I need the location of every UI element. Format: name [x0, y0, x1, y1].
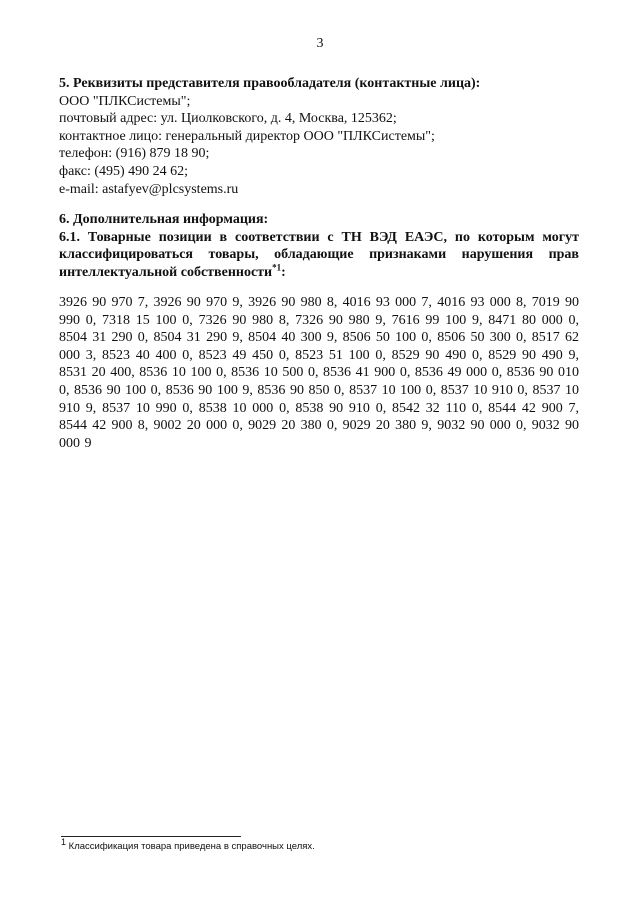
- footnote-divider: [61, 836, 241, 837]
- section-6-1-colon: :: [281, 264, 286, 280]
- phone: телефон: (916) 879 18 90;: [59, 146, 210, 162]
- tnved-code-list: 3926 90 970 7, 3926 90 970 9, 3926 90 980 8, 4016 93 000 7, 4016 93 000 8, 7019 90 990 0, 7318 15 100 0, 7326 90 980 8, 7326 90 980 9, 7616 99 100 9, 8471 80 000 0, 8504 31 290 0, 8504 31 290 9, 8504 40 300 9, 8506 50 100 0, 8506 50 300 0, 8517 62 000 3, 8523 40 400 0, 8523 49 450 0, 8523 51 100 0, 8529 90 490 0, 8529 90 490 9, 8531 20 400, 8536 10 100 0, 8536 10 500 0, 8536 41 900 0, 8536 49 000 0, 8536 90 010 0, 8536 90 100 0, 8536 90 100 9, 8536 90 850 0, 8537 10 100 0, 8537 10 910 0, 8537 10 910 9, 8537 10 990 0, 8538 10 000 0, 8538 90 910 0, 8542 32 110 0, 8544 42 900 7, 8544 42 900 8, 9002 20 000 0, 9029 20 380 0, 9029 20 380 9, 9032 90 000 0, 9032 90 000 9: [59, 295, 579, 451]
- email: e-mail: astafyev@plcsystems.ru: [59, 181, 239, 197]
- footnote-mark: 1: [61, 836, 67, 847]
- postal-address: почтовый адрес: ул. Циолковского, д. 4, Москва, 125362;: [59, 111, 397, 127]
- section-5-heading: 5. Реквизиты представителя правообладателя (контактные лица):: [59, 76, 481, 91]
- fax: факс: (495) 490 24 62;: [59, 163, 189, 179]
- footnote-reference: *1: [272, 262, 282, 273]
- contact-person: контактное лицо: генеральный директор ООО "ПЛКСистемы";: [59, 128, 435, 144]
- section-6-additional-info: [59, 211, 579, 281]
- footnote-text: Классификация товара приведена в справочных целях.: [68, 841, 315, 852]
- section-6-1-text: 6.1. Товарные позиции в соответствии с ТН ВЭД ЕАЭС, по которым могут классифицироваться товары, обладающие признаками нарушения прав интеллектуальной собственности: [59, 229, 579, 280]
- section-6-1-heading: [59, 229, 579, 282]
- company-name: ООО "ПЛКСистемы";: [59, 93, 191, 109]
- page-number: 3: [316, 36, 324, 51]
- section-5-contacts: [59, 75, 579, 198]
- footnote: [61, 836, 315, 852]
- section-6-heading: 6. Дополнительная информация:: [59, 212, 269, 227]
